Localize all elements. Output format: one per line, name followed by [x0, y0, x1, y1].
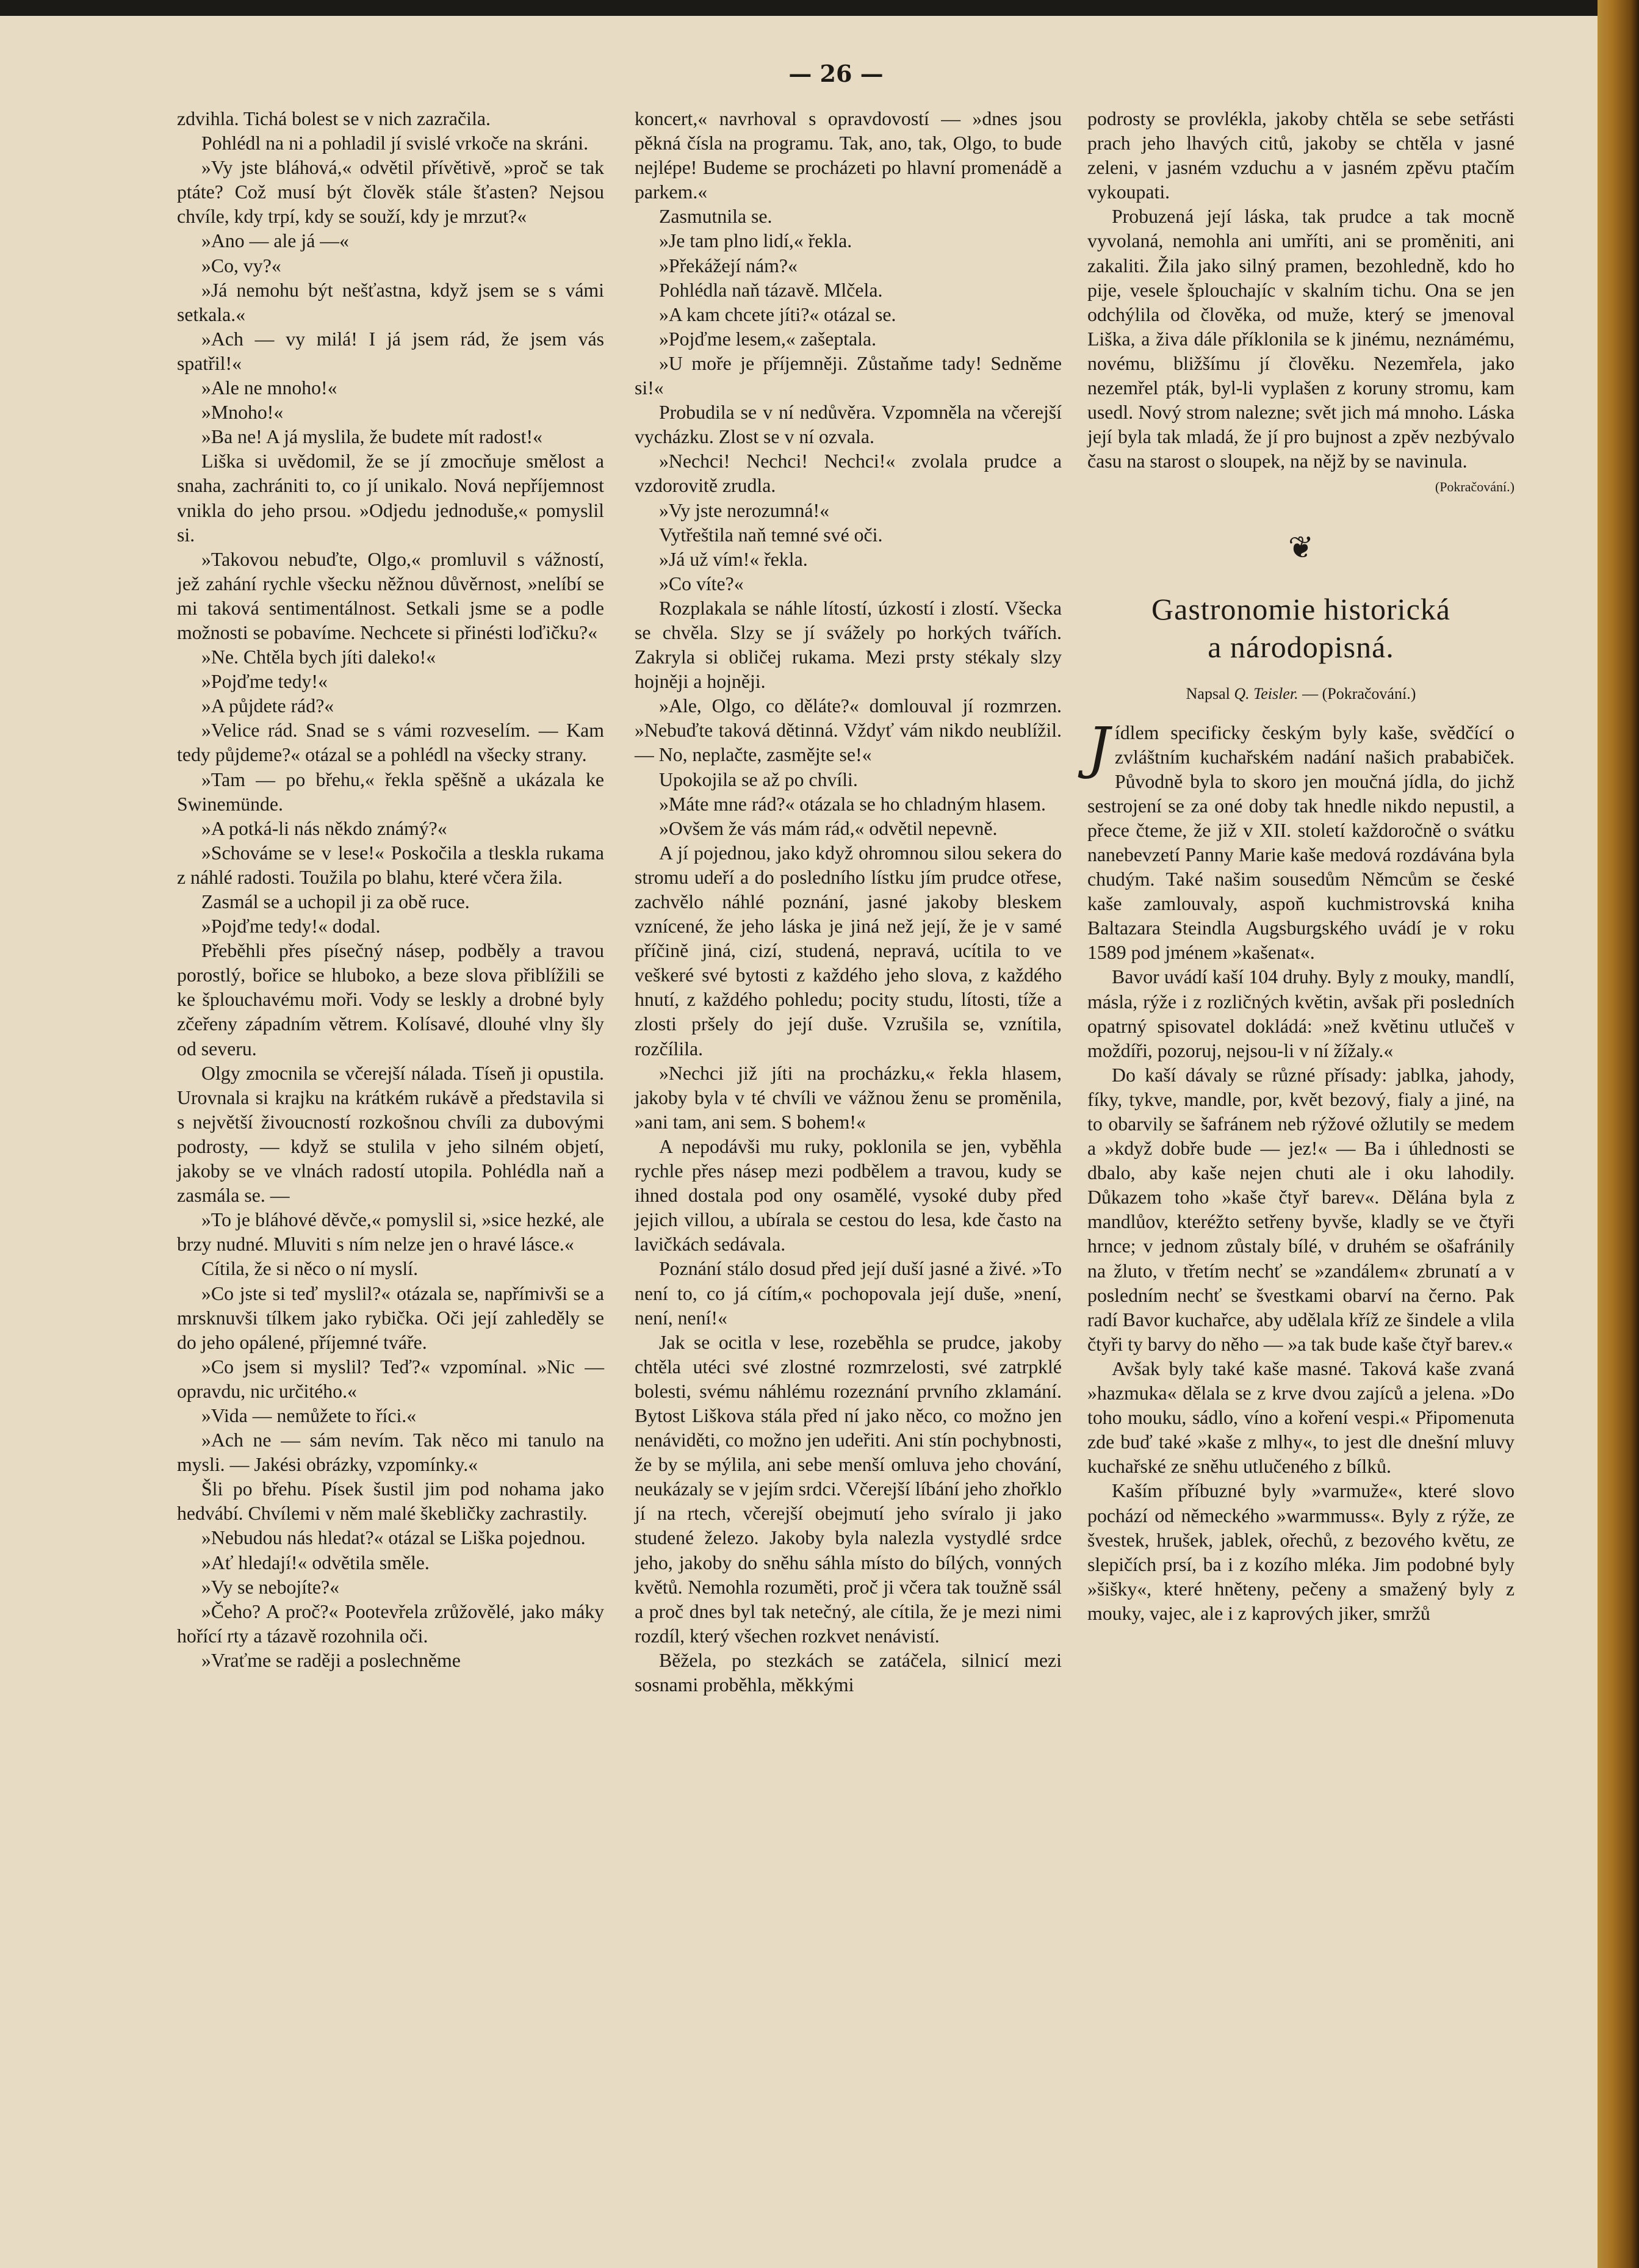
middle-column: [635, 107, 1062, 1697]
paragraph: Jak se ocitla v lese, rozeběhla se prudce, jakoby chtěla utéci své zlostné rozmrzelosti, své zatrpklé bolesti, svému náhlému rozeznání prvního zklamání. Bytost Liškova stála před ní jako něco, co možno jen nenáviděti, co možno jen udeřiti. Ani stín pochybnosti, že by se mýlila, ani sebe menší omluva jeho chování, neukázaly se v jejím srdci. Včerejší líbání jeho zhořklo jí na rtech, včerejší obejmutí jeho svíralo ji jako studené železo. Jakoby byla nalezla vystydlé srdce jeho, jakoby do sněhu sáhla místo do bílých, vonných květů. Nemohla rozuměti, proč ji včera tak toužně ssál a proč dnes byl tak netečný, ale cítila, že je mezi nimi rozdíl, který všechen rozkvet nenávistí.: [635, 1331, 1062, 1647]
paragraph: Bavor uvádí kaší 104 druhy. Byly z mouky, mandlí, másla, rýže i z rozličných květin, avšak při posledních opatrný spisovatel dokládá: »než květinu utlučeš v moždíři, pozoruj, nejsou-li v ní žížaly.«: [1087, 966, 1515, 1061]
paragraph: »Co jsem si myslil? Teď?« vzpomínal. »Nic — opravdu, nic určitého.«: [177, 1356, 604, 1402]
article-title-line: Gastronomie historická: [1151, 591, 1450, 626]
paragraph: »Pojďme tedy!« dodal.: [201, 916, 381, 937]
paragraph: Probudila se v ní nedůvěra. Vzpomněla na včerejší vycházku. Zlost se v ní ozvala.: [635, 402, 1062, 448]
paragraph: »Ale ne mnoho!«: [201, 377, 337, 399]
paragraph: »U moře je příjemněji. Zůstaňme tady! Sedněme si!«: [635, 352, 1062, 399]
paragraph: »Ovšem že vás mám rád,« odvětil nepevně.: [659, 817, 998, 839]
byline: [1087, 683, 1515, 705]
paragraph: »Pojďme lesem,« zašeptala.: [659, 328, 877, 350]
paragraph: »Nebudou nás hledat?« otázal se Liška pojednou.: [201, 1527, 586, 1549]
paragraph: »Ať hledají!« odvětila směle.: [201, 1551, 430, 1573]
paragraph: Avšak byly také kaše masné. Taková kaše zvaná »hazmuka« dělala se z krve dvou zajíců a jelena. »Do toho mouku, sádlo, víno a koření vespi.« Připomenuta zde buď také »kaše z mlhy«, to jest dle dnešní mluvy kuchařské ze sněhu utlučeného z bílků.: [1087, 1357, 1515, 1478]
article-title-line: a národopisná.: [1208, 629, 1394, 664]
paragraph: Cítila, že si něco o ní myslí.: [201, 1258, 419, 1280]
paragraph: »Co jste si teď myslil?« otázala se, napřímivši se a mrsknuvši tílkem jako rybička. Oči její zahleděly se do jeho opálené, příjemné tváře.: [177, 1282, 604, 1353]
paragraph: »A půjdete rád?«: [201, 695, 334, 717]
byline-author: Q. Teisler.: [1234, 684, 1299, 702]
paragraph: »Co víte?«: [659, 572, 744, 594]
paragraph: Probuzená její láska, tak prudce a tak mocně vyvolaná, nemohla ani umříti, ani se proměniti, ani zakaliti. Žila jako silný pramen, bezohledně, kdo ho pije, vesele šplouchajíc v skalním tichu. Ona se jen odchýlila od člověka, od muže, který se jmenoval Liška, a živa dále příklonila se k jinému, neznámému, novému, bližšímu jí člověku. Nezemřela, jako nezemřel pták, byl-li vyplašen z koruny stromu, kam usedl. Nový strom nalezne; svět jich má mnoho. Láska její byla tak mladá, že jí pro bujnost a zpěv nezbývalo času na starost o sloupek, na nějž by se navinula.: [1087, 206, 1515, 472]
paragraph: »Ba ne! A já myslila, že budete mít radost!«: [201, 426, 542, 448]
drop-cap: J: [1087, 715, 1110, 781]
paragraph: »Vida — nemůžete to říci.«: [201, 1404, 417, 1426]
paragraph: »Já už vím!« řekla.: [659, 548, 808, 570]
paragraph: »Ano — ale já —«: [201, 230, 349, 252]
right-column: [1087, 107, 1515, 1626]
ornament-icon: ❦: [1288, 530, 1314, 565]
paragraph: »Vy jste bláhová,« odvětil přívětivě, »proč se tak ptáte? Což musí být člověk stále šťasten? Nejsou chvíle, kdy trpí, kdy se souží, kdy je mrzut?«: [177, 157, 604, 228]
paragraph: Poznání stálo dosud před její duší jasné a živé. »To není to, co já cítím,« pochopovala její duše, »není, není, není!«: [635, 1258, 1062, 1329]
paragraph: »Takovou nebuďte, Olgo,« promluvil s vážností, jež zahání rychle všecku něžnou důvěrnost, »nelíbí se mi taková sentimentálnost. Setkali jsme se a podle možnosti se pobavíme. Nechcete si přinésti loďičku?«: [177, 548, 604, 643]
paragraph: »A kam chcete jíti?« otázal se.: [659, 303, 896, 325]
paragraph: Kaším příbuzné byly »varmuže«, které slovo pochází od německého »warmmuss«. Byly z rýže, ze švestek, hrušek, jablek, ořechů, z bezového květu, ze slepičích prsí, ba i z kozího mléka. Jim podobné byly »šišky«, které hněteny, pečeny a smažený byly z mouky, vajec, ale i z kaprových jiker, smržů: [1087, 1480, 1515, 1624]
paragraph: »Je tam plno lidí,« řekla.: [659, 230, 852, 252]
paragraph: [1087, 715, 1515, 966]
paragraph: »Máte mne rád?« otázala se ho chladným hlasem.: [659, 793, 1046, 815]
page-number: — 26 —: [788, 60, 884, 87]
paragraph: »Schováme se v lese!« Poskočila a tleskla rukama z náhlé radosti. Toužila po blahu, které včera žila.: [177, 842, 604, 888]
paragraph: Pohlédla naň tázavě. Mlčela.: [659, 279, 883, 301]
paragraph: »Mnoho!«: [201, 402, 284, 424]
paragraph: Rozplakala se náhle lítostí, úzkostí i zlostí. Všecka se chvěla. Slzy se jí svážely po horkých tvářích. Zakryla si obličej rukama. Mezi prsty stékaly slzy hojněji a hojněji.: [635, 597, 1062, 693]
paragraph: Do kaší dávaly se různé přísady: jablka, jahody, fíky, tykve, mandle, por, květ bezový, fialy a jiné, na to obarvily se šafránem neb rýžové ožlutily se medem a »když dobře bude — jez!« — Ba i úhlednosti se dbalo, aby kaše nejen chuti ale i oku lahodily. Důkazem toho »kaše čtyř barev«. Dělána byla z mandlůov, kteréžto setřeny byvše, kladly se ve čtyři hrnce; v jednom zůstaly bílé, v druhém se ošafránily na žluto, v třetím nechť se »zandálem« zbrunatí a v posledním nechť se švestkami obarví na černo. Pak radí Bavor kuchařce, aby udělala kříž ze šindele a vlila čtyři ty barvy do něho — »a tak bude kaše čtyř barev.«: [1087, 1064, 1515, 1355]
paragraph: »Nechci již jíti na procházku,« řekla hlasem, jakoby byla v té chvíli ve vážnou ženu se proměnila, »ani tam, ani sem. S bohem!«: [635, 1062, 1062, 1133]
paragraph: »Čeho? A proč?« Pootevřela zrůžovělé, jako máky hořící rty a tázavě rozohnila oči.: [177, 1600, 604, 1647]
paragraph: Zasmál se a uchopil ji za obě ruce.: [201, 891, 470, 912]
paragraph: »Pojďme tedy!«: [201, 671, 328, 693]
paragraph: A jí pojednou, jako když ohromnou silou sekera do stromu udeří a do posledního lístku jím prudce otřese, zachvělo náhlé poznání, jasné jakoby bleskem vznícené, že jeho láska je jiná než její, že je v samé příčině jiná, cizí, studená, nepravá, ucítila to ve veškeré své bytosti z každého jeho slova, z každého hnutí, z každého pohledu; pocity studu, lítosti, tíže a zlosti pršely do její duše. Vzrušila se, vznítila, rozčílila.: [635, 842, 1062, 1060]
left-column: [177, 107, 604, 1673]
paragraph: Vytřeštila naň temné své oči.: [659, 524, 883, 546]
paragraph: »Velice rád. Snad se s vámi rozveselím. — Kam tedy půjdeme?« otázal se a pohlédl na všecky strany.: [177, 720, 604, 766]
paragraph: Běžela, po stezkách se zatáčela, silnicí mezi sosnami proběhla, měkkými: [635, 1649, 1062, 1696]
paragraph: A nepodávši mu ruky, poklonila se jen, vyběhla rychle přes násep mezi podbělem a travou, kudy se ihned dostala pod ony osamělé, vysoké duby před jejich villou, a ubírala se cestou do lesa, kde často na lavičkách sedávala.: [635, 1135, 1062, 1255]
paragraph: Zasmutnila se.: [659, 206, 773, 228]
paragraph: Liška si uvědomil, že se jí zmocňuje smělost a snaha, zachrániti to, co jí unikalo. Nová nepříjemnost vnikla do jeho prsou. »Odjedu jednoduše,« pomyslil si.: [177, 450, 604, 546]
paragraph: »Ach — vy milá! I já jsem rád, že jsem vás spatřil!«: [177, 328, 604, 374]
byline-suffix: — (Pokračování.): [1302, 684, 1416, 702]
paragraph-text: ídlem specificky českým byly kaše, svědčící o zvláštním kuchařském nadání našich prababiček. Původně byla to skoro jen moučná jídla, do jichž sestrojení se za oné doby tak hnedle nikdo nepustil, a přece čteme, že již v XII. století každoročně o svátku nanebevzetí Panny Marie kaše medová rozdávána byla chudým. Také našim sousedům Němcům se české kaše zamlouvaly, aspoň kuchmistrovská kniha Baltazara Steindla Augsburgského uvádí je v roku 1589 pod jménem »kašenat«.: [1087, 721, 1515, 964]
paragraph: »Co, vy?«: [201, 255, 281, 276]
byline-prefix: Napsal: [1186, 684, 1230, 702]
paragraph: podrosty se provlékla, jakoby chtěla se sebe setřásti prach jeho lhavých citů, jakoby se chtěla v jasné zeleni, v jasném vzduchu a v jasném zpěvu ptačím vykoupati.: [1087, 108, 1515, 203]
paragraph: »Tam — po břehu,« řekla spěšně a ukázala ke Swinemünde.: [177, 768, 604, 815]
paragraph: Šli po břehu. Písek šustil jim pod nohama jako hedvábí. Chvílemi v něm malé škebličky zachrastily.: [177, 1478, 604, 1525]
paragraph: »Vy jste nerozumná!«: [659, 499, 830, 521]
paragraph: »Nechci! Nechci! Nechci!« zvolala prudce a vzdorovitě zrudla.: [635, 450, 1062, 497]
paragraph: Pohlédl na ni a pohladil jí svislé vrkoče na skráni.: [201, 132, 589, 154]
article-title: [1087, 590, 1515, 666]
paragraph: »Překážejí nám?«: [659, 255, 798, 276]
book-spine-edge: [1598, 0, 1639, 2268]
paragraph: Přeběhli přes písečný násep, podběly a travou porostlý, bořice se hluboko, a beze slova přiblížili se ke šplouchavému moři. Vody se leskly a drobné byly zčeřeny západním větrem. Kolísavé, dlouhé vlny šly od severu.: [177, 940, 604, 1060]
paragraph: »Ale, Olgo, co děláte?« domlouval jí rozmrzen. »Nebuďte taková dětinná. Vždyť vám nikdo neublížil. — No, neplačte, zasmějte se!«: [635, 695, 1062, 766]
paragraph: koncert,« navrhoval s opravdovostí — »dnes jsou pěkná čísla na programu. Tak, ano, tak, Olgo, to bude nejlépe! Budeme se procházeti po hlavní promenádě a parkem.«: [635, 108, 1062, 203]
paragraph: Upokojila se až po chvíli.: [659, 768, 858, 790]
paragraph: »Ne. Chtěla bych jíti daleko!«: [201, 646, 436, 668]
paragraph: zdvihla. Tichá bolest se v nich zazračila.: [177, 108, 491, 129]
continuation-note: (Pokračování.): [1435, 479, 1515, 495]
paragraph: »Vy se nebojíte?«: [201, 1576, 340, 1598]
paragraph: Olgy zmocnila se včerejší nálada. Tíseň ji opustila. Urovnala si krajku na krátkém rukávě a představila si s největší živoucností rozkošnou chvíli za dubovými podrosty, — když se stulila v jeho silném objetí, jakoby se ve vlnách radostí utopila. Pohlédla naň a zasmála se. —: [177, 1062, 604, 1207]
paragraph: »To je bláhové děvče,« pomyslil si, »sice hezké, ale brzy nudné. Mluviti s ním nelze jen o hravé lásce.«: [177, 1209, 604, 1255]
paragraph: »A potká-li nás někdo známý?«: [201, 817, 447, 839]
paragraph: »Já nemohu být nešťastna, když jsem se s vámi setkala.«: [177, 279, 604, 325]
paragraph: »Vraťme se raději a poslechněme: [201, 1649, 461, 1671]
paragraph: »Ach ne — sám nevím. Tak něco mi tanulo na mysli. — Jakési obrázky, vzpomínky.«: [177, 1429, 604, 1476]
